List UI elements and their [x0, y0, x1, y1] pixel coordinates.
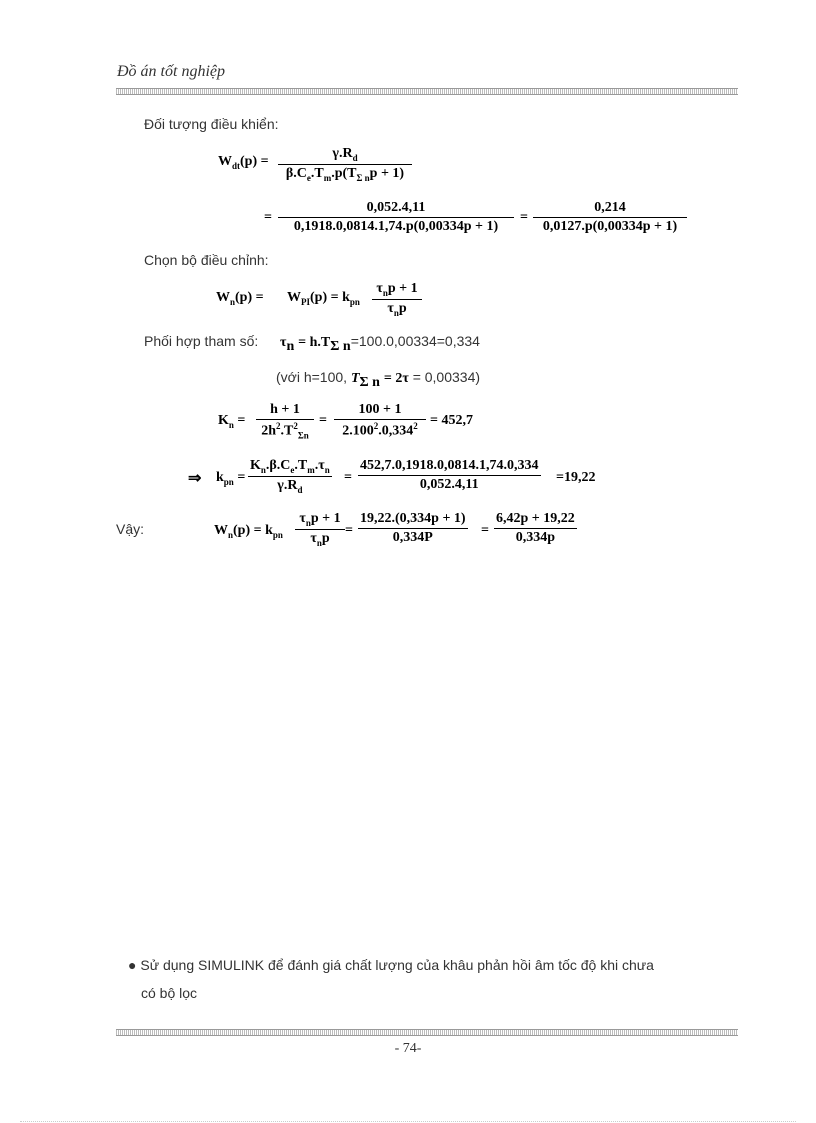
final-fraction-1: $\tau_np + 1$ $\tau_np$	[295, 511, 345, 548]
bullet-dot-icon: ●	[128, 957, 137, 973]
wpi-expr: $W_{PI}(p) = k_{pn}$	[287, 290, 360, 307]
w-dt-fraction-1: $\frac{\gamma.R_d}{\beta.C_e.T_m.p(T_{\Sigma n}p + 1)}$	[278, 146, 412, 183]
kpn-result: =19,22	[556, 470, 596, 485]
eq-sign-2: =	[520, 210, 528, 225]
bullet-text-line2: có bộ lọc	[141, 985, 198, 1001]
footer-rule	[116, 1029, 738, 1036]
wpi-fraction: $\tau_np + 1$ $\tau_np$	[372, 281, 422, 318]
tau-n-equation: $\tau_n = h.T_{\Sigma n}=100.0,00334=0,334$	[280, 333, 480, 354]
with-h-note: (với h=100, $T_{\Sigma n} = 2\tau = 0,00334$)	[276, 369, 481, 390]
eq-sign-3: =	[319, 413, 327, 428]
therefore-label: Vậy:	[116, 521, 145, 537]
implies-symbol: ⇒	[188, 470, 202, 487]
page-header-title: Đồ án tốt nghiệp	[117, 63, 225, 80]
w-dt-lhs: $W_{dt}(p)$ =	[218, 154, 269, 171]
kpn-lhs: $k_{pn}$ =	[216, 470, 246, 487]
kn-lhs: $K_n$ =	[218, 413, 246, 430]
eq-sign-1: =	[264, 210, 272, 225]
kn-result: = 452,7	[430, 413, 473, 428]
coordination-label: Phối hợp tham số:	[144, 333, 259, 349]
final-fraction-2: $\frac{19,22.(0,334p + 1)}{0,334P}$	[360, 511, 466, 545]
kn-fraction-1: $\frac{h + 1}{2h^2.T^2_{\Sigma n}}$	[256, 402, 314, 440]
final-lhs: $W_n(p) = k_{pn}$	[214, 523, 283, 540]
page-bottom-edge	[20, 1121, 796, 1122]
eq-sign-5: =	[345, 523, 353, 538]
kpn-fraction-2: $\frac{452,7.0,1918.0,0814.1,74.0,334}{0,052.4,11}$	[360, 458, 539, 492]
final-fraction-3: $\frac{6,42p + 19,22}{0,334p}$	[496, 511, 575, 545]
eq-sign-4: =	[344, 470, 352, 485]
w-dt-fraction-2: $\frac{0,052.4,11}{0,1918.0,0814.1,74.p(0,00334p + 1)}$	[278, 200, 514, 235]
header-rule	[116, 88, 738, 95]
kn-fraction-2: $\frac{100 + 1}{2.100^2.0,334^2}$	[334, 402, 426, 440]
kpn-fraction-1: $\frac{K_n.\beta.C_e.T_m.\tau_n}{\gamma.R_d}$	[250, 458, 330, 495]
object-label: Đối tượng điều khiển:	[144, 116, 279, 132]
bullet-item	[128, 957, 654, 973]
wn-lhs: $W_n(p)$ =	[216, 290, 264, 307]
w-dt-fraction-3: $\frac{0,214}{0,0127.p(0,00334p + 1)}$	[533, 200, 687, 235]
choose-regulator-label: Chọn bộ điều chỉnh:	[144, 252, 269, 268]
page-number: - 74-	[394, 1041, 422, 1056]
bullet-text-line1: Sử dụng SIMULINK để đánh giá chất lượng của khâu phản hồi âm tốc độ khi chưa	[140, 957, 654, 973]
eq-sign-6: =	[481, 523, 489, 538]
